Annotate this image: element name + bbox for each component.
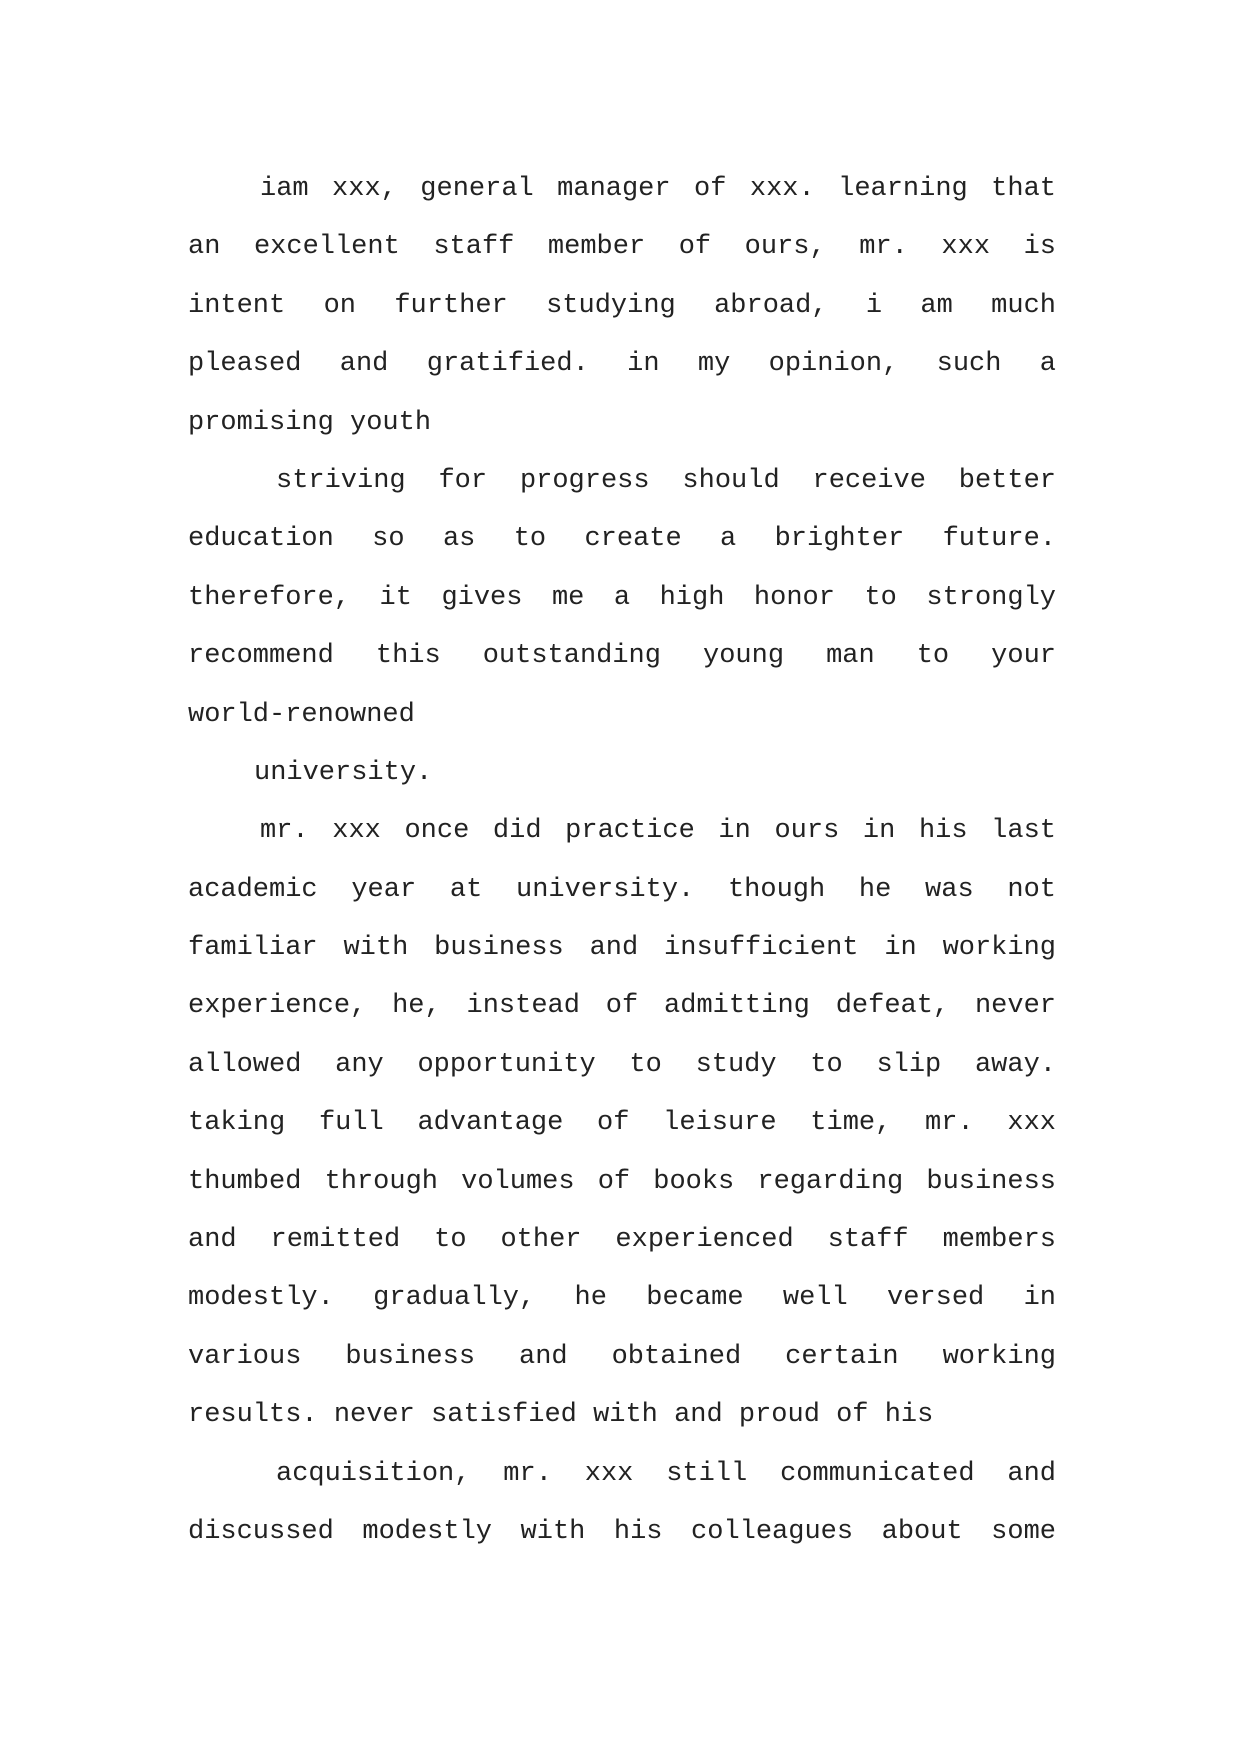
text-line: striving for progress should receive better bbox=[276, 465, 1056, 496]
text-line: experience, he, instead of admitting defeat, never bbox=[188, 991, 1056, 1022]
text-line: recommend this outstanding young man to your bbox=[188, 641, 1056, 672]
text-line: various business and obtained certain working bbox=[188, 1341, 1056, 1372]
text-line: thumbed through volumes of books regarding business bbox=[188, 1166, 1056, 1197]
text-line: world-renowned bbox=[188, 699, 415, 730]
text-line: academic year at university. though he was not bbox=[188, 874, 1056, 905]
text-line: and remitted to other experienced staff members bbox=[188, 1225, 1056, 1256]
text-line: iam xxx, general manager of xxx. learning that bbox=[260, 174, 1056, 204]
text-line: intent on further studying abroad, i am much bbox=[188, 290, 1056, 321]
text-line: therefore, it gives me a high honor to strongly bbox=[188, 582, 1056, 613]
text-line: modestly. gradually, he became well versed in bbox=[188, 1283, 1056, 1314]
text-line: pleased and gratified. in my opinion, such a bbox=[188, 349, 1056, 380]
text-line: mr. xxx once did practice in ours in his last bbox=[260, 816, 1056, 847]
text-line: an excellent staff member of ours, mr. xxx is bbox=[188, 232, 1056, 263]
text-line: acquisition, mr. xxx still communicated and bbox=[276, 1458, 1056, 1489]
text-line: results. never satisfied with and proud of his bbox=[188, 1400, 934, 1431]
text-line: taking full advantage of leisure time, mr. xxx bbox=[188, 1108, 1056, 1139]
text-line: education so as to create a brighter future. bbox=[188, 524, 1056, 555]
text-line: promising youth bbox=[188, 407, 432, 438]
text-line: allowed any opportunity to study to slip away. bbox=[188, 1049, 1056, 1080]
letter-body bbox=[188, 160, 1056, 1561]
text-line: university. bbox=[254, 757, 433, 788]
text-line: discussed modestly with his colleagues about some bbox=[188, 1516, 1056, 1547]
text-line: familiar with business and insufficient in working bbox=[188, 933, 1056, 964]
